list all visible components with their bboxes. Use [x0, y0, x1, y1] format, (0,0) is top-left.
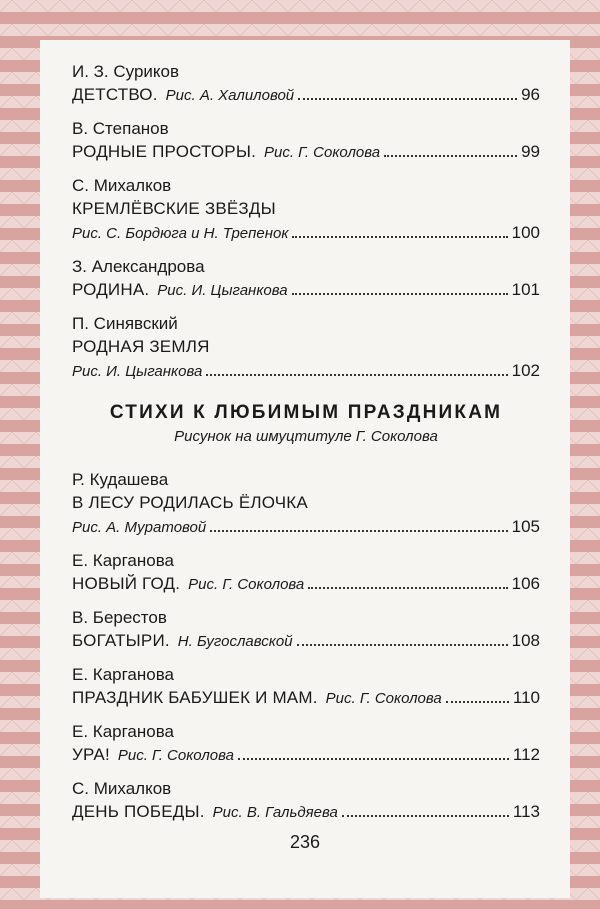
- entry-author: П. Синявский: [72, 314, 178, 333]
- dot-leader: [446, 701, 509, 703]
- toc-entry: [72, 312, 540, 384]
- entry-title: ДЕНЬ ПОБЕДЫ.: [72, 802, 205, 821]
- toc-entry: [72, 663, 540, 711]
- entry-page-number: 106: [511, 574, 540, 593]
- entry-page-number: 100: [511, 223, 540, 242]
- entry-line: [72, 686, 540, 711]
- dot-leader: [308, 587, 507, 589]
- entry-author: В. Берестов: [72, 608, 167, 627]
- entry-author: Е. Карганова: [72, 551, 175, 570]
- entry-illustrator: Рис. И. Цыганкова: [72, 363, 203, 380]
- entry-title: НОВЫЙ ГОД.: [72, 574, 181, 593]
- dot-leader: [342, 815, 509, 817]
- entry-illustrator: Рис. А. Халиловой: [165, 87, 295, 104]
- entry-line: [72, 278, 540, 303]
- entry-page-number: 105: [511, 517, 540, 536]
- entry-line: [72, 629, 540, 654]
- entry-line: [72, 743, 540, 768]
- toc-entry: [72, 174, 540, 246]
- dot-leader: [298, 98, 517, 100]
- entry-author: З. Александрова: [72, 257, 205, 276]
- toc-entry: [72, 777, 540, 825]
- dot-leader: [292, 236, 507, 238]
- section-heading: СТИХИ К ЛЮБИМЫМ ПРАЗДНИКАМ: [109, 402, 503, 423]
- entry-page-number: 110: [512, 688, 540, 707]
- dot-leader: [384, 155, 517, 157]
- dot-leader: [238, 758, 509, 760]
- toc-list-bottom: [72, 468, 540, 825]
- entry-line: [72, 335, 540, 359]
- entry-illustrator: Н. Бугославской: [177, 633, 293, 650]
- entry-title: РОДНАЯ ЗЕМЛЯ: [72, 337, 210, 356]
- entry-line: [72, 221, 540, 246]
- dot-leader: [292, 293, 508, 295]
- entry-illustrator: Рис. В. Гальдяева: [212, 804, 338, 821]
- entry-illustrator: Рис. А. Муратовой: [72, 519, 207, 536]
- book-page: [40, 40, 570, 898]
- entry-page-number: 99: [521, 142, 540, 161]
- entry-title: ПРАЗДНИК БАБУШЕК И МАМ.: [72, 688, 318, 707]
- entry-illustrator: Рис. Г. Соколова: [117, 747, 234, 764]
- dot-leader: [210, 530, 507, 532]
- entry-page-number: 112: [512, 745, 540, 764]
- toc-entry: [72, 549, 540, 597]
- entry-page-number: 96: [521, 85, 540, 104]
- entry-author: Е. Карганова: [72, 665, 175, 684]
- entry-author: С. Михалков: [72, 176, 172, 195]
- entry-illustrator: Рис. И. Цыганкова: [157, 282, 288, 299]
- entry-page-number: 101: [511, 280, 540, 299]
- entry-illustrator: Рис. С. Бордюга и Н. Трепенок: [72, 225, 289, 242]
- entry-line: [72, 491, 540, 515]
- entry-author: Е. Карганова: [72, 722, 175, 741]
- toc-list-top: [72, 60, 540, 384]
- entry-illustrator: Рис. Г. Соколова: [188, 576, 305, 593]
- entry-author: Р. Кудашева: [72, 470, 169, 489]
- entry-author: С. Михалков: [72, 779, 172, 798]
- entry-title: В ЛЕСУ РОДИЛАСЬ ЁЛОЧКА: [72, 493, 308, 512]
- entry-author: В. Степанов: [72, 119, 169, 138]
- entry-line: [72, 83, 540, 108]
- entry-title: ДЕТСТВО.: [72, 85, 158, 104]
- entry-title: КРЕМЛЁВСКИЕ ЗВЁЗДЫ: [72, 199, 276, 218]
- entry-title: БОГАТЫРИ.: [72, 631, 170, 650]
- entry-line: [72, 140, 540, 165]
- section-subheading: Рисунок на шмуцтитуле Г. Соколова: [174, 428, 438, 445]
- entry-line: [72, 197, 540, 221]
- entry-line: [72, 359, 540, 384]
- dot-leader: [297, 644, 508, 646]
- toc-entry: [72, 60, 540, 108]
- toc-entry: [72, 117, 540, 165]
- toc-entry: [72, 255, 540, 303]
- entry-illustrator: Рис. Г. Соколова: [325, 690, 442, 707]
- entry-title: УРА!: [72, 745, 110, 764]
- entry-line: [72, 515, 540, 540]
- entry-illustrator: Рис. Г. Соколова: [264, 144, 381, 161]
- entry-title: РОДНЫЕ ПРОСТОРЫ.: [72, 142, 256, 161]
- dot-leader: [206, 374, 507, 376]
- toc-entry: [72, 468, 540, 540]
- entry-page-number: 108: [511, 631, 540, 650]
- toc-entry: [72, 606, 540, 654]
- entry-title: РОДИНА.: [72, 280, 150, 299]
- entry-page-number: 113: [512, 802, 540, 821]
- entry-line: [72, 800, 540, 825]
- entry-author: И. З. Суриков: [72, 62, 180, 81]
- page-number-footer: 236: [289, 832, 321, 852]
- toc-entry: [72, 720, 540, 768]
- entry-line: [72, 572, 540, 597]
- entry-page-number: 102: [511, 361, 540, 380]
